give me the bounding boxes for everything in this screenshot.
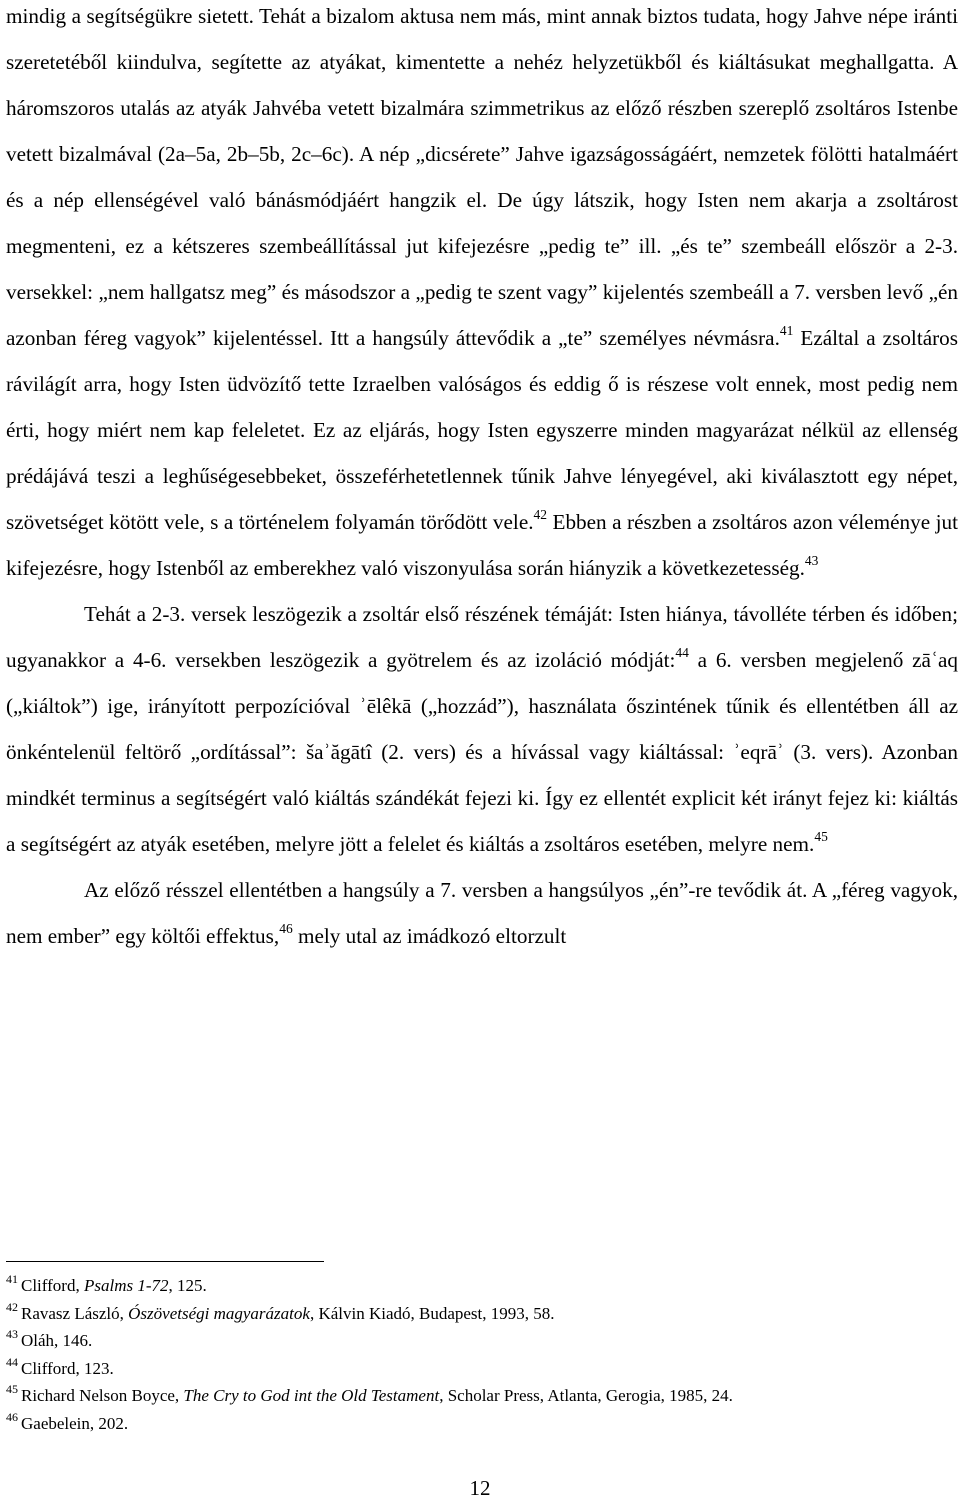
footnote-number: 46 (6, 1409, 18, 1424)
paragraph-2-text-a: Tehát a 2-3. versek leszögezik a zsoltár első részének témáját: Isten hiánya, távolléte térben és időben; ugyanakkor a 4-6. versekben leszögezik a gyötrelem és az izoláció módját: (6, 602, 958, 672)
page-body (6, 0, 958, 959)
footnote-text: , 125. (168, 1276, 207, 1295)
footnote-number: 43 (6, 1327, 18, 1342)
paragraph-3 (6, 867, 958, 959)
footnotes (6, 1273, 958, 1439)
footnote-42 (6, 1301, 958, 1329)
footnote-text: Gaebelein, 202. (21, 1413, 129, 1433)
footnote-41 (6, 1273, 958, 1301)
paragraph-1-text-c: Ebben a részben a zsoltáros azon véleménye jut kifejezésre, hogy Istenből az emberekhez való viszonyulása során hiányzik a következetesség. (6, 510, 959, 580)
paragraph-3-text-b: mely utal az imádkozó eltorzult (292, 924, 567, 948)
footnote-number: 44 (6, 1354, 18, 1369)
paragraph-1 (6, 0, 958, 591)
paragraph-2-text-b: a 6. versben megjelenő zāʿaq („kiáltok”) ige, irányított perpozícióval ʾēlêkā („hozzád”), használata őszintének tűnik és ellentétben áll az önkéntelenül feltörő „ordítással”: šaʾăgātî (2. vers) és a hívással vagy kiáltással: ʾeqrāʾ (3. vers). Azonban mindkét terminus a segítségért való kiáltás szándékát fejezi ki. Így ez ellentét explicit két irányt fejez ki: kiáltás a segítségért az atyák esetében, melyre jött a felelet és kiáltás a zsoltáros esetében, melyre nem. (6, 648, 958, 856)
paragraph-3-text-a: Az előző résszel ellentétben a hangsúly a 7. versben a hangsúlyos „én”-re tevődik át. A „féreg vagyok, nem ember” egy költői effektus, (6, 878, 958, 948)
footnote-ref-45[interactable]: 45 (814, 829, 828, 844)
footnote-title: Ószövetségi magyarázatok (128, 1303, 310, 1323)
footnote-text: Clifford, (21, 1276, 84, 1295)
footnote-44 (6, 1356, 958, 1384)
footnote-ref-41[interactable]: 41 (779, 323, 794, 338)
footnote-ref-43[interactable]: 43 (804, 553, 819, 568)
footnote-number: 45 (6, 1382, 18, 1397)
footnote-text: , Scholar Press, Atlanta, Gerogia, 1985, 24. (439, 1386, 733, 1406)
paragraph-1-text-b: Ezáltal a zsoltáros rávilágít arra, hogy Isten üdvözítő tette Izraelben valóságos és eddig ő is részese volt ennek, most pedig nem érti, hogy miért nem kap feleletet. Ez az eljárás, hogy Isten egyszerre minden magyarázat nélkül az ellenség prédájává teszi a leghűségesebbeket, összeférhetetlennek tűnik Jahve lényegével, aki kiválasztott egy népet, szövetséget kötött vele, s a történelem folyamán törődött vele. (6, 326, 958, 534)
footnote-43 (6, 1328, 958, 1356)
footnote-text: Clifford, 123. (21, 1358, 114, 1378)
footnote-ref-44[interactable]: 44 (675, 645, 689, 660)
footnote-ref-46[interactable]: 46 (279, 921, 293, 936)
footnote-number: 42 (6, 1299, 18, 1314)
footnote-text: Richard Nelson Boyce, (21, 1386, 184, 1406)
paragraph-2 (6, 591, 958, 867)
footnote-text: , Kálvin Kiadó, Budapest, 1993, 58. (309, 1303, 555, 1323)
footnote-title: Psalms 1-72 (83, 1276, 169, 1295)
footnote-number: 41 (6, 1272, 18, 1286)
footnote-45 (6, 1383, 958, 1411)
footnote-title: The Cry to God int the Old Testament (183, 1386, 440, 1406)
footnote-separator (6, 1261, 324, 1262)
footnote-46 (6, 1411, 958, 1439)
footnote-text: Ravasz László, (21, 1303, 129, 1323)
page-number: 12 (469, 1476, 491, 1500)
paragraph-1-text-a: mindig a segítségükre sietett. Tehát a bizalom aktusa nem más, mint annak biztos tudata, hogy Jahve népe iránti szeretetéből kiindulva, segítette az atyákat, kimentette a nehéz helyzetükből és kiáltásukat meghallgatta. A háromszoros utalás az atyák Jahvéba vetett bizalmára szimmetrikus az előző részben szereplő zsoltáros Istenbe vetett bizalmával (2a–5a, 2b–5b, 2c–6c). A nép „dicsérete” Jahve igazságosságáért, nemzetek fölötti hatalmáért és a nép ellenségével való bánásmódjáért hangzik el. De úgy látszik, hogy Isten nem akarja a zsoltárost megmenteni, ez a kétszeres szembeállítással jut kifejezésre „pedig te” ill. „és te” szembeáll először a 2-3. versekkel: „nem hallgatsz meg” és másodszor a „pedig te szent vagy” kijelentés szembeáll a 7. versben levő „én azonban féreg vagyok” kijelentéssel. Itt a hangsúly áttevődik a „te” személyes névmásra. (6, 4, 958, 350)
footnote-text: Oláh, 146. (21, 1331, 93, 1351)
footnote-ref-42[interactable]: 42 (533, 507, 548, 522)
